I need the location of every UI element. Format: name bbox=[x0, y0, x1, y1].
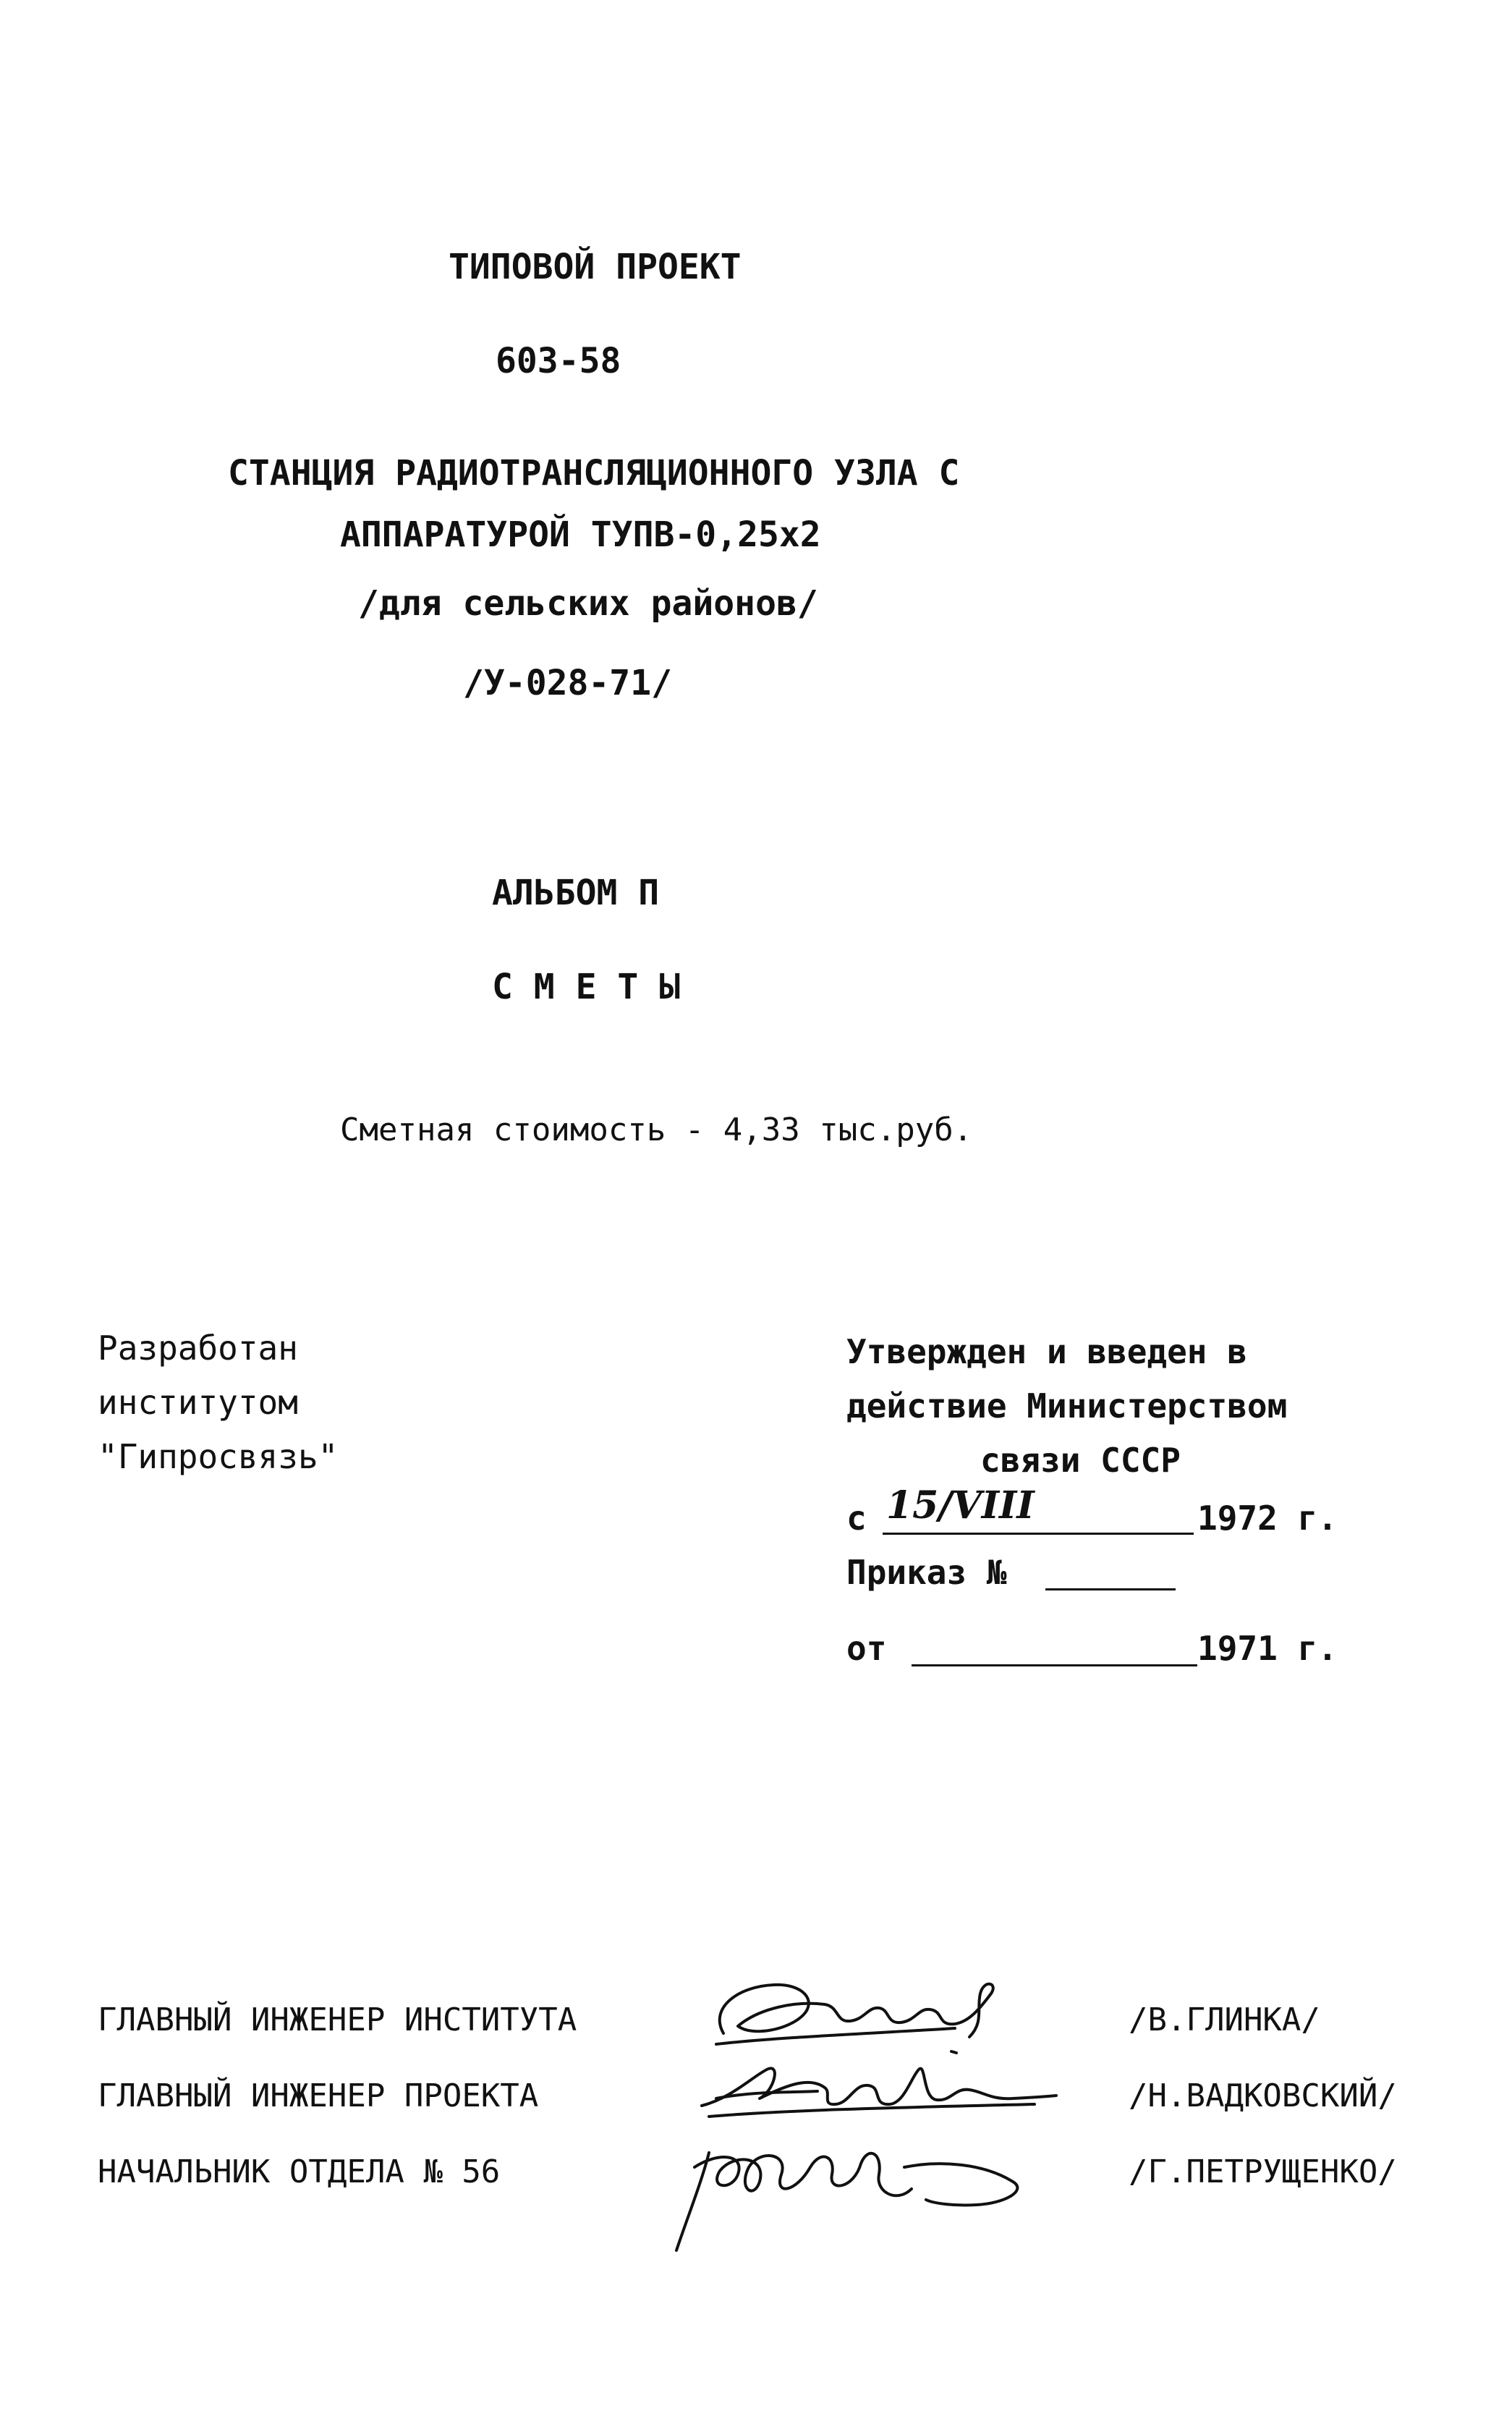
project-number: 603-58 bbox=[496, 341, 621, 381]
approval-from-year: 1972 г. bbox=[1197, 1499, 1338, 1538]
approval-line-2: действие Министерством bbox=[846, 1386, 1288, 1425]
signatory-title-3: НАЧАЛЬНИК ОТДЕЛА № 56 bbox=[98, 2153, 501, 2190]
approval-from-prefix: с bbox=[846, 1499, 867, 1538]
section-title: С М Е Т Ы bbox=[492, 967, 681, 1007]
approval-line-3: связи СССР bbox=[980, 1441, 1181, 1480]
order-number-blank bbox=[1045, 1588, 1176, 1590]
signatory-title-2: ГЛАВНЫЙ ИНЖЕНЕР ПРОЕКТА bbox=[98, 2077, 539, 2114]
order-year: 1971 г. bbox=[1197, 1629, 1338, 1668]
signature-petrushchenko bbox=[666, 2124, 1042, 2258]
project-type-label: ТИПОВОЙ ПРОЕКТ bbox=[449, 247, 742, 287]
developer-line-2: институтом bbox=[98, 1383, 298, 1422]
title-line-1: СТАНЦИЯ РАДИОТРАНСЛЯЦИОННОГО УЗЛА С bbox=[228, 453, 960, 493]
order-label: Приказ № bbox=[846, 1553, 1007, 1592]
signature-vadkovsky bbox=[687, 2048, 1063, 2135]
title-line-2: АППАРАТУРОЙ ТУПВ-0,25х2 bbox=[340, 514, 821, 555]
signatory-name-3: /Г.ПЕТРУЩЕНКО/ bbox=[1129, 2153, 1397, 2190]
signatory-name-1: /В.ГЛИНКА/ bbox=[1129, 2001, 1320, 2038]
signatory-name-2: /Н.ВАДКОВСКИЙ/ bbox=[1129, 2077, 1397, 2114]
signatory-title-1: ГЛАВНЫЙ ИНЖЕНЕР ИНСТИТУТА bbox=[98, 2001, 577, 2038]
approval-handwritten-date: 15/VIII bbox=[886, 1483, 1035, 1528]
project-code: /У-028-71/ bbox=[463, 663, 672, 703]
subtitle: /для сельских районов/ bbox=[358, 583, 818, 624]
album-label: АЛЬБОМ П bbox=[492, 873, 660, 913]
order-date-prefix: от bbox=[846, 1629, 887, 1668]
estimated-cost: Сметная стоимость - 4,33 тыс.руб. bbox=[340, 1111, 973, 1148]
approval-line-1: Утвержден и введен в bbox=[846, 1332, 1247, 1371]
approval-date-underline bbox=[883, 1533, 1194, 1535]
order-date-blank bbox=[912, 1664, 1197, 1666]
developer-line-1: Разработан bbox=[98, 1329, 298, 1368]
developer-line-3: "Гипросвязь" bbox=[98, 1437, 339, 1476]
